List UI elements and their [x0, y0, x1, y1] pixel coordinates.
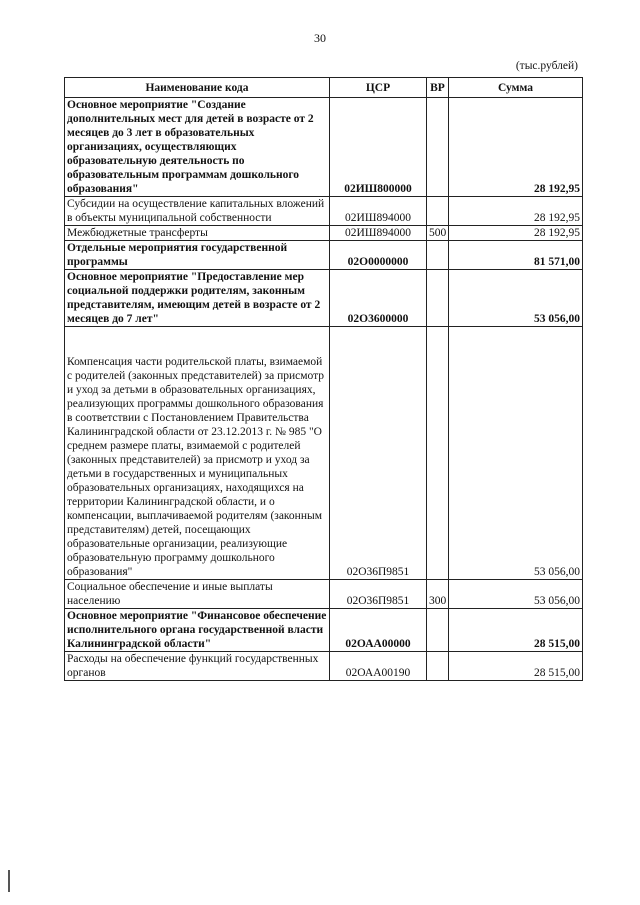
table-row [65, 580, 583, 609]
row-name: Расходы на обеспечение функций государственных органов [65, 652, 330, 681]
row-csr: 02О0000000 [330, 241, 427, 270]
row-name: Субсидии на осуществление капитальных вложений в объекты муниципальной собственности [65, 197, 330, 226]
table-row [65, 652, 583, 681]
units-label: (тыс.рублей) [515, 60, 578, 72]
row-vr [427, 241, 449, 270]
table-row [65, 270, 583, 327]
page-number: 30 [314, 31, 326, 45]
table-row [65, 327, 583, 580]
row-csr: 02О36П9851 [330, 327, 427, 580]
row-vr [427, 98, 449, 197]
budget-table [64, 77, 583, 681]
row-sum: 81 571,00 [449, 241, 583, 270]
row-csr: 02ОАА00190 [330, 652, 427, 681]
row-sum: 53 056,00 [449, 327, 583, 580]
header-csr: ЦСР [330, 78, 427, 98]
row-name: Основное мероприятие "Финансовое обеспечение исполнительного органа государственной власти Калининградской области" [65, 609, 330, 652]
row-csr: 02ИШ800000 [330, 98, 427, 197]
row-csr: 02О3600000 [330, 270, 427, 327]
row-vr [427, 609, 449, 652]
row-sum: 53 056,00 [449, 270, 583, 327]
table-row [65, 197, 583, 226]
row-vr [427, 652, 449, 681]
row-name-cell [65, 327, 330, 580]
row-name: Компенсация части родительской платы, взимаемой с родителей (законных представителей) за присмотр и уход за детьми в образовательных организациях, реализующих программы дошкольного образования в соответствии с Постановлением Правительства Калининградской области от 23.12.2013 г. № 985 "О среднем размере платы, взимаемой с родителей (законных представителей) за присмотр и уход за детьми в государственных и муниципальных образовательных организациях, находящихся на территории Калининградской области, и о компенсации, выплачиваемой родителям (законным представителям) детей, посещающих образовательные организации, реализующие образовательную программу дошкольного образования" [67, 356, 325, 578]
row-vr [427, 197, 449, 226]
row-sum: 28 192,95 [449, 197, 583, 226]
table-row [65, 241, 583, 270]
scan-edge-mark [8, 870, 10, 892]
row-sum: 28 192,95 [449, 98, 583, 197]
header-sum: Сумма [449, 78, 583, 98]
row-sum: 28 515,00 [449, 652, 583, 681]
header-vr: ВР [427, 78, 449, 98]
row-vr [427, 327, 449, 580]
table-row [65, 98, 583, 197]
row-sum: 28 515,00 [449, 609, 583, 652]
row-vr: 300 [427, 580, 449, 609]
row-sum: 53 056,00 [449, 580, 583, 609]
row-name: Социальное обеспечение и иные выплаты населению [65, 580, 330, 609]
table-row [65, 226, 583, 241]
row-csr: 02ИШ894000 [330, 197, 427, 226]
row-vr: 500 [427, 226, 449, 241]
row-csr: 02ОАА00000 [330, 609, 427, 652]
row-name: Межбюджетные трансферты [65, 226, 330, 241]
row-name: Основное мероприятие "Предоставление мер социальной поддержки родителям, законным представителям, имеющим детей в возрасте от 2 месяцев до 7 лет" [65, 270, 330, 327]
row-name: Основное мероприятие "Создание дополнительных мест для детей в возрасте от 2 месяцев до 3 лет в образовательных организациях, осуществляющих образовательную деятельность по образовательным программам дошкольного образования" [65, 98, 330, 197]
row-csr: 02ИШ894000 [330, 226, 427, 241]
header-name: Наименование кода [65, 78, 330, 98]
table-row [65, 609, 583, 652]
row-csr: 02О36П9851 [330, 580, 427, 609]
row-name: Отдельные мероприятия государственной программы [65, 241, 330, 270]
row-sum: 28 192,95 [449, 226, 583, 241]
table-header-row [65, 78, 583, 98]
row-vr [427, 270, 449, 327]
